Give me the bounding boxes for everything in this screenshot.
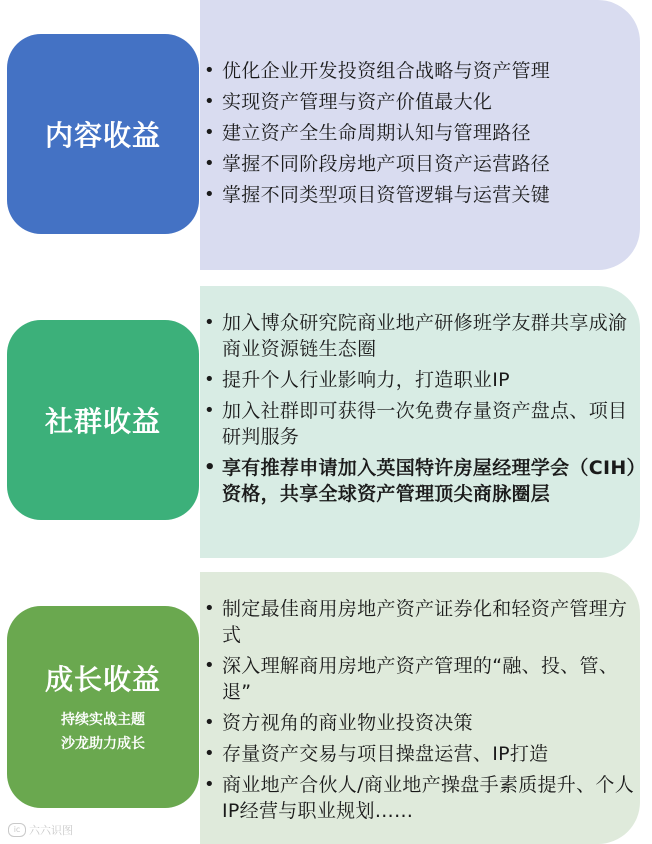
- list-item: • 存量资产交易与项目操盘运营、IP打造: [200, 741, 640, 767]
- list-item: • 加入社群即可获得一次免费存量资产盘点、项目研判服务: [200, 398, 640, 450]
- list-item: • 实现资产管理与资产价值最大化: [200, 89, 640, 115]
- list-item: • 掌握不同类型项目资管逻辑与运营关键: [200, 182, 640, 208]
- content-benefits-list: [200, 58, 640, 208]
- community-benefits-panel: [200, 286, 640, 558]
- list-item: • 提升个人行业影响力，打造职业IP: [200, 367, 640, 393]
- watermark-text: 六六识图: [29, 824, 73, 837]
- list-item: • 掌握不同阶段房地产项目资产运营路径: [200, 151, 640, 177]
- growth-benefits-list: [200, 596, 640, 824]
- list-item: • 制定最佳商用房地产资产证券化和轻资产管理方式: [200, 596, 640, 648]
- content-benefits-panel: [200, 0, 640, 270]
- growth-benefits-panel: [200, 572, 640, 844]
- growth-benefits-tag: [7, 606, 199, 808]
- list-item: • 加入博众研究院商业地产研修班学友群共享成渝商业资源链生态圈: [200, 310, 640, 362]
- list-item: • 深入理解商用房地产资产管理的“融、投、管、退”: [200, 653, 640, 705]
- section-subtitle: 沙龙助力成长: [61, 736, 145, 752]
- community-benefits-list: [200, 310, 640, 507]
- section-title: 成长收益: [44, 663, 161, 696]
- section-subtitle: 持续实战主题: [61, 712, 145, 728]
- list-item: • 优化企业开发投资组合战略与资产管理: [200, 58, 640, 84]
- watermark-logo-icon: ic: [8, 823, 26, 837]
- list-item: • 资方视角的商业物业投资决策: [200, 710, 640, 736]
- list-item: • 享有推荐申请加入英国特许房屋经理学会（CIH）资格，共享全球资产管理顶尖商脉圈层: [200, 455, 640, 507]
- list-item: • 建立资产全生命周期认知与管理路径: [200, 120, 640, 146]
- community-benefits-tag: [7, 320, 199, 520]
- list-item: • 商业地产合伙人/商业地产操盘手素质提升、个人IP经营与职业规划……: [200, 772, 640, 824]
- section-title: 社群收益: [44, 405, 161, 438]
- section-title: 内容收益: [44, 119, 161, 152]
- watermark: [8, 822, 73, 838]
- content-benefits-tag: [7, 34, 199, 234]
